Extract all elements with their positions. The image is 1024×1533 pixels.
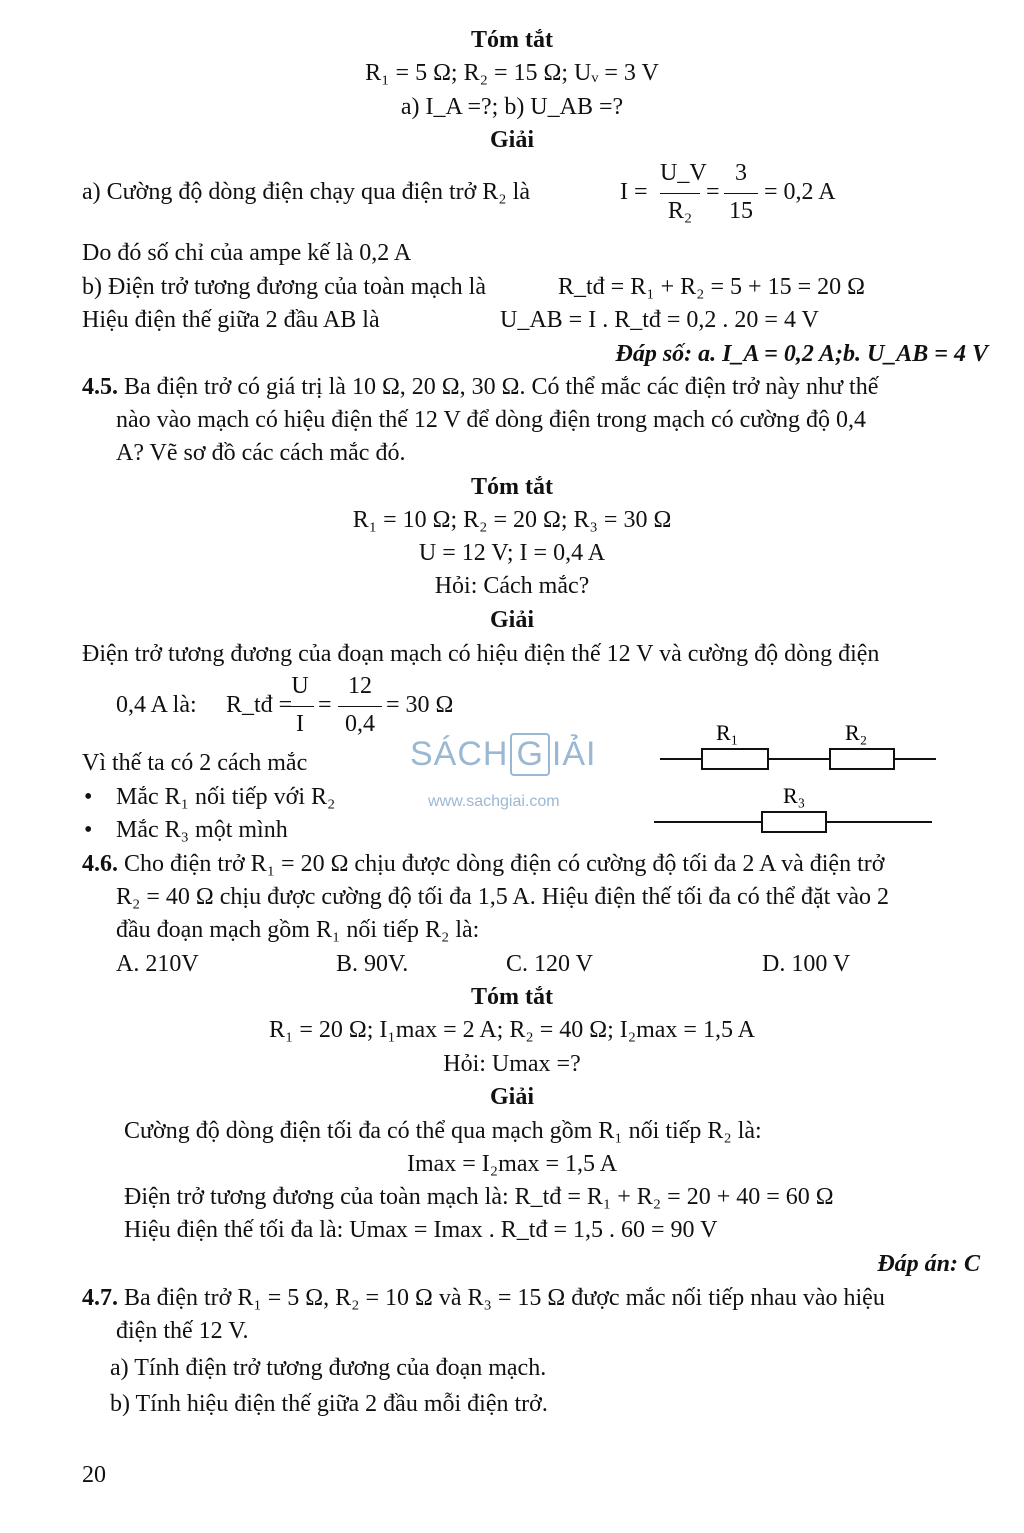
watermark-brand-mark: G: [510, 733, 549, 776]
question-4-5-line-3: A? Vẽ sơ đồ các cách mắc đó.: [116, 440, 406, 466]
watermark-brand-left: SÁCH: [410, 735, 509, 773]
formula-prefix: 0,4 A là:: [116, 692, 197, 718]
page-number: 20: [82, 1462, 106, 1488]
question-4-7-line-1: Ba điện trở R₁ = 5 Ω, R₂ = 10 Ω và R₃ = 15 Ω được mắc nối tiếp nhau vào hiệu: [124, 1285, 885, 1311]
summary-title-2: Tóm tắt: [471, 474, 553, 500]
solution-4-6-line-2: Imax = I₂max = 1,5 A: [406, 1151, 618, 1177]
formula-numerator-4: 12: [348, 673, 372, 699]
part-c-text: Hiệu điện thế giữa 2 đầu AB là: [82, 307, 380, 333]
question-4-7-line-2: điện thế 12 V.: [116, 1318, 249, 1344]
given-line-4: R₁ = 20 Ω; I₁max = 2 A; R₂ = 40 Ω; I₂max = 1,5 A: [269, 1017, 755, 1043]
option-d: D. 100 V: [762, 951, 851, 977]
formula-numerator-2: 3: [735, 160, 747, 186]
label-r3: R₃: [783, 783, 806, 808]
formula-result: = 0,2 A: [764, 179, 836, 205]
asked-line-2: Hỏi: Cách mắc?: [434, 573, 590, 599]
bullet-item-1: Mắc R₁ nối tiếp với R₂: [116, 784, 336, 810]
given-line-2: R₁ = 10 Ω; R₂ = 20 Ω; R₃ = 30 Ω: [352, 507, 672, 533]
watermark-logo: [410, 733, 597, 776]
bullet-dot-2: •: [84, 817, 93, 843]
circuit-diagram: [650, 715, 950, 840]
fraction-bar-3: [286, 706, 314, 707]
fraction-bar-2: [724, 193, 758, 194]
solution-title-1: Giải: [489, 127, 534, 153]
part-b-text: b) Điện trở tương đương của toàn mạch là: [82, 274, 486, 300]
watermark-brand-right: IẢI: [551, 735, 597, 773]
formula-denominator: R₂: [667, 198, 693, 224]
question-number-4-6: 4.6.: [82, 851, 118, 877]
watermark-url: www.sachgiai.com: [428, 793, 560, 810]
question-4-5-line-1: Ba điện trở có giá trị là 10 Ω, 20 Ω, 30 Ω. Có thể mắc các điện trở này như thế: [124, 374, 879, 400]
solution-4-6-line-1: Cường độ dòng điện tối đa có thể qua mạch gồm R₁ nối tiếp R₂ là:: [124, 1118, 762, 1144]
solution-title-2: Giải: [489, 607, 534, 633]
part-a-text: a) Cường độ dòng điện chạy qua điện trở R₂ là: [82, 179, 530, 205]
resistor-r2: [830, 749, 894, 769]
question-4-7-part-b: b) Tính hiệu điện thế giữa 2 đầu mỗi điện trở.: [110, 1391, 548, 1417]
formula-denominator-2: 15: [729, 198, 753, 224]
solution-4-6-line-4: Hiệu điện thế tối đa là: Umax = Imax . R_tđ = 1,5 . 60 = 90 V: [124, 1217, 718, 1243]
answer-1: Đáp số: a. I_A = 0,2 A;b. U_AB = 4 V: [615, 341, 988, 367]
answer-2: Đáp án: C: [877, 1251, 980, 1277]
question-4-6-line-1: Cho điện trở R₁ = 20 Ω chịu được dòng điện có cường độ tối đa 2 A và điện trở: [124, 851, 885, 877]
bullet-item-2: Mắc R₃ một mình: [116, 817, 288, 843]
resistor-r1: [702, 749, 768, 769]
question-number-4-5: 4.5.: [82, 374, 118, 400]
part-c-formula: U_AB = I . R_tđ = 0,2 . 20 = 4 V: [500, 307, 819, 333]
label-r1: R₁: [716, 720, 739, 745]
formula-numerator-3: U: [291, 673, 309, 699]
label-r2: R₂: [845, 720, 868, 745]
formula-equals-2: =: [318, 692, 332, 718]
option-c: C. 120 V: [506, 951, 593, 977]
fraction-bar: [660, 193, 700, 194]
resistor-r3: [762, 812, 826, 832]
summary-title-3: Tóm tắt: [471, 984, 553, 1010]
solution-4-6-line-3: Điện trở tương đương của toàn mạch là: R_tđ = R₁ + R₂ = 20 + 40 = 60 Ω: [124, 1184, 834, 1210]
question-4-5-line-2: nào vào mạch có hiệu điện thế 12 V để dòng điện trong mạch có cường độ 0,4: [116, 407, 866, 433]
option-b: B. 90V.: [336, 951, 409, 977]
formula-result-2: = 30 Ω: [386, 692, 454, 718]
option-a: A. 210V: [116, 951, 199, 977]
question-4-6-line-2: R₂ = 40 Ω chịu được cường độ tối đa 1,5 A. Hiệu điện thế tối đa có thể đặt vào 2: [116, 884, 889, 910]
formula-denominator-4: 0,4: [345, 711, 375, 737]
question-number-4-7: 4.7.: [82, 1285, 118, 1311]
question-4-6-line-3: đầu đoạn mạch gồm R₁ nối tiếp R₂ là:: [116, 917, 480, 943]
given-line-3: U = 12 V; I = 0,4 A: [418, 540, 606, 566]
summary-title-1: Tóm tắt: [471, 27, 553, 53]
asked-line-3: Hỏi: Umax =?: [443, 1051, 581, 1077]
solution-title-3: Giải: [489, 1084, 534, 1110]
solution-4-5-line-1: Điện trở tương đương của đoạn mạch có hiệu điện thế 12 V và cường độ dòng điện: [82, 641, 880, 667]
formula-lhs-2: R_tđ =: [226, 692, 293, 718]
formula-denominator-3: I: [296, 711, 304, 737]
fraction-bar-4: [338, 706, 382, 707]
solution-4-5-line-2: Vì thế ta có 2 cách mắc: [82, 750, 308, 776]
formula-lhs: I =: [620, 179, 648, 205]
formula-equals: =: [706, 179, 720, 205]
asked-line-1: a) I_A =?; b) U_AB =?: [400, 94, 624, 120]
question-4-7-part-a: a) Tính điện trở tương đương của đoạn mạch.: [110, 1355, 547, 1381]
formula-numerator: U_V: [660, 160, 707, 186]
part-b-formula: R_tđ = R₁ + R₂ = 5 + 15 = 20 Ω: [558, 274, 865, 300]
given-line-1: R₁ = 5 Ω; R₂ = 15 Ω; Uᵥ = 3 V: [365, 60, 659, 86]
bullet-dot-1: •: [84, 784, 93, 810]
part-a-conclusion: Do đó số chỉ của ampe kế là 0,2 A: [82, 240, 412, 266]
